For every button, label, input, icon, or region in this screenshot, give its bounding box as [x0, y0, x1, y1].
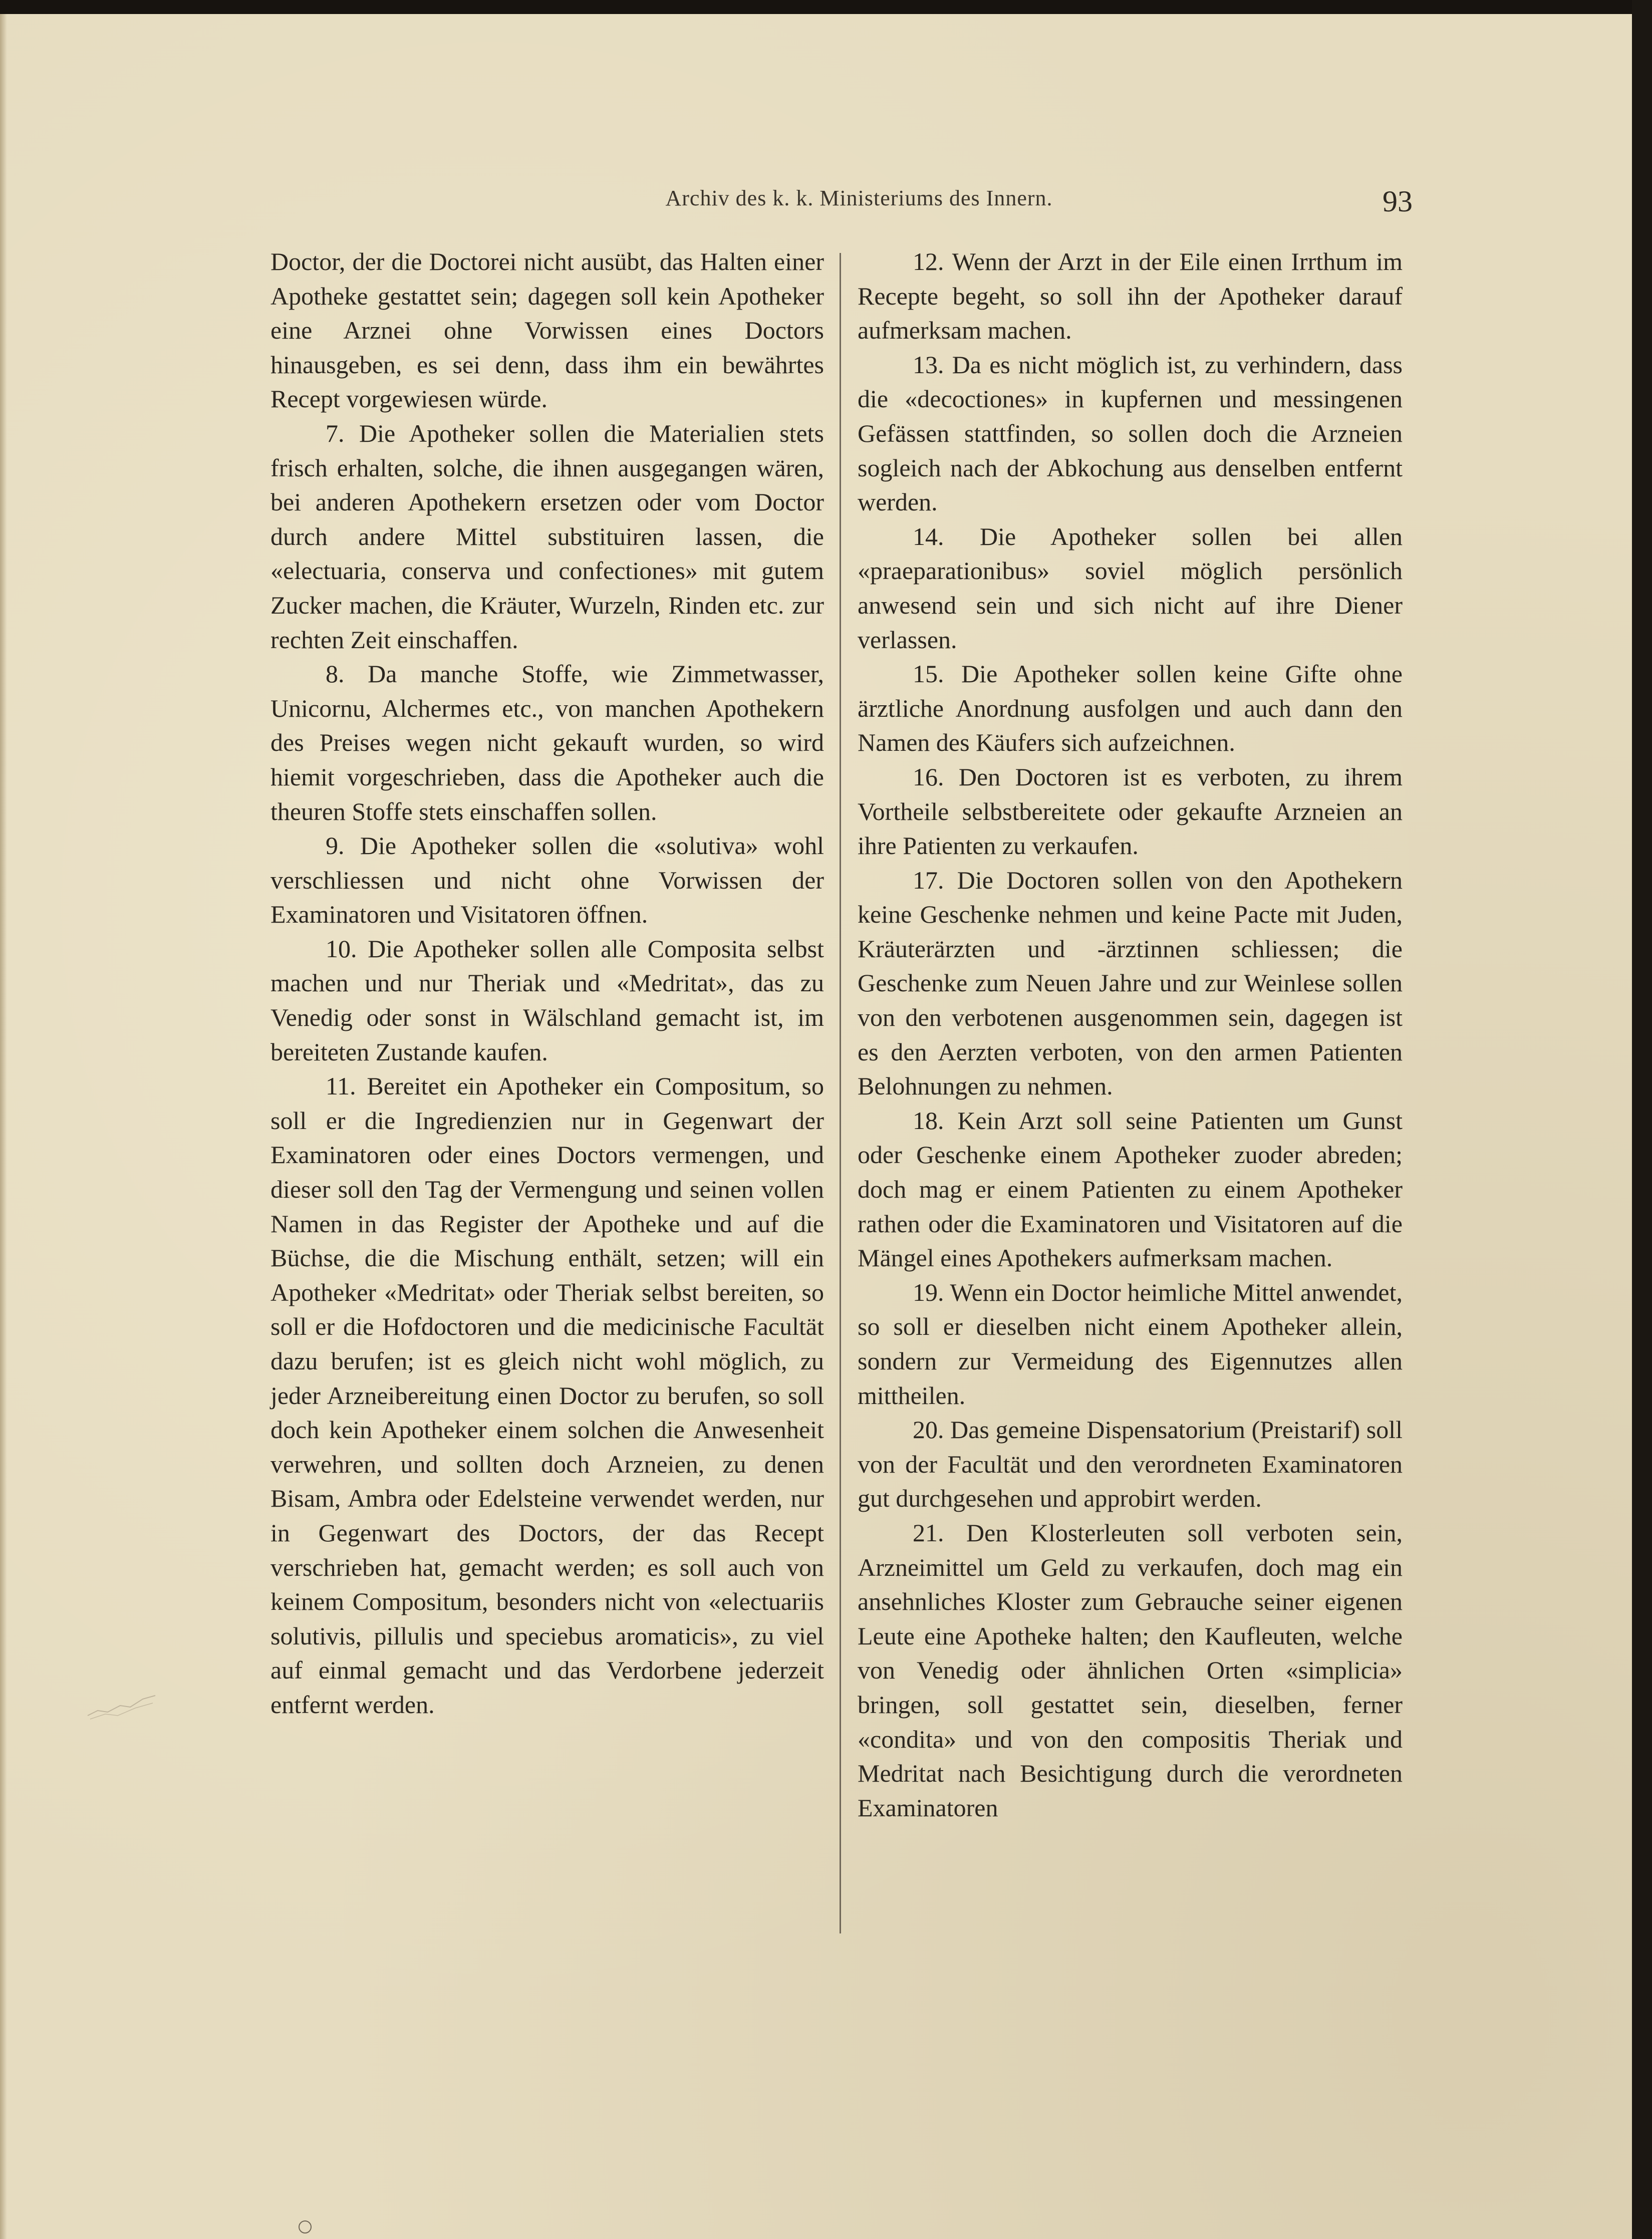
- left-paragraph-continuation: Doctor, der die Doctorei nicht ausübt, das Halten einer Apotheke gestattet sein; dagegen soll kein Apotheker eine Arznei ohne Vorwissen eines Doctors hinausgeben, es sei denn, dass ihm ein bewährtes Recept vorgewiesen würde.: [270, 247, 824, 413]
- left-column: [270, 244, 824, 1722]
- paragraph-16: 16. Den Doctoren ist es verboten, zu ihrem Vortheile selbstbereitete oder gekaufte Arzneien an ihre Patienten zu verkaufen.: [858, 762, 1403, 860]
- paragraph-15: 15. Die Apotheker sollen keine Gifte ohne ärztliche Anordnung ausfolgen und auch dann den Namen des Käufers sich aufzeichnen.: [858, 660, 1403, 757]
- column-divider: [840, 253, 841, 1933]
- paragraph-14: 14. Die Apotheker sollen bei allen «praeparationibus» soviel möglich persönlich anwesend sein und sich nicht auf ihre Diener verlassen.: [858, 522, 1403, 654]
- paragraph-9: 9. Die Apotheker sollen die «solutiva» wohl verschliessen und nicht ohne Vorwissen der Examinatoren und Visitatoren öffnen.: [270, 831, 824, 929]
- page-number: 93: [1383, 185, 1413, 218]
- right-column: [858, 244, 1403, 1825]
- pencil-scribble-mark: [85, 1688, 160, 1723]
- paragraph-7: 7. Die Apotheker sollen die Materialien stets frisch erhalten, solche, die ihnen ausgegangen wären, bei anderen Apothekern ersetzen oder vom Doctor durch andere Mittel substituiren lassen, die «electuaria, conserva und confectiones» mit gutem Zucker machen, die Kräuter, Wurzeln, Rinden etc. zur rechten Zeit einschaffen.: [270, 419, 824, 654]
- paragraph-11: 11. Bereitet ein Apotheker ein Compositum, so soll er die Ingredienzien nur in Gegenwart der Examinatoren oder eines Doctors vermengen, und dieser soll den Tag der Vermengung und seinen vollen Namen in das Register der Apotheke und auf die Büchse, die die Mischung enthält, setzen; will ein Apotheker «Medritat» oder Theriak selbst bereiten, so soll er die Hofdoctoren und die medicinische Facultät dazu berufen; ist es gleich nicht wohl möglich, zu jeder Arzneibereitung einen Doctor zu berufen, so soll doch kein Apotheker einem solchen die Anwesenheit verwehren, und sollten doch Arzneien, zu denen Bisam, Ambra oder Edelsteine verwendet werden, nur in Gegenwart des Doctors, der das Recept verschrieben hat, gemacht werden; es soll auch von keinem Compositum, besonders nicht von «electuariis solutivis, pillulis und speciebus aromaticis», zu viel auf einmal gemacht und das Verdorbene jederzeit entfernt werden.: [270, 1072, 824, 1719]
- paragraph-13: 13. Da es nicht möglich ist, zu verhindern, dass die «decoctiones» in kupfernen und messingenen Gefässen stattfinden, so sollen doch die Arzneien sogleich nach der Abkochung aus denselben entfernt werden.: [858, 350, 1403, 516]
- paragraph-19: 19. Wenn ein Doctor heimliche Mittel anwendet, so soll er dieselben nicht einem Apotheker allein, sondern zur Vermeidung des Eigennutzes allen mittheilen.: [858, 1278, 1403, 1410]
- ring-mark: [299, 2220, 312, 2233]
- running-title: Archiv des k. k. Ministeriums des Innern.: [665, 186, 1053, 210]
- page-gutter-shadow: [0, 14, 7, 2239]
- paragraph-10: 10. Die Apotheker sollen alle Composita selbst machen und nur Theriak und «Medritat», das zu Venedig oder sonst in Wälschland gemacht ist, im bereiteten Zustande kaufen.: [270, 934, 824, 1066]
- paragraph-21: 21. Den Klosterleuten soll verboten sein, Arzneimittel um Geld zu verkaufen, doch mag ein ansehnliches Kloster zum Gebrauche seiner eigenen Leute eine Apotheke halten; den Kaufleuten, welche von Venedig oder ähnlichen Orten «simplicia» bringen, soll gestattet sein, dieselben, ferner «condita» und von den compositis Theriak und Medritat nach Besichtigung durch die verordneten Examinatoren: [858, 1518, 1403, 1822]
- paragraph-18: 18. Kein Arzt soll seine Patienten um Gunst oder Geschenke einem Apotheker zuoder abreden; doch mag er einem Patienten zu einem Apotheker rathen oder die Examinatoren und Visitatoren auf die Mängel eines Apothekers aufmerksam machen.: [858, 1106, 1403, 1272]
- paragraph-17: 17. Die Doctoren sollen von den Apothekern keine Geschenke nehmen und keine Pacte mit Juden, Kräuterärzten und -ärztinnen schliessen; die Geschenke zum Neuen Jahre und zur Weinlese sollen von den verbotenen ausgenommen sein, dagegen ist es den Aerzten verboten, von den armen Patienten Belohnungen zu nehmen.: [858, 866, 1403, 1100]
- paragraph-20: 20. Das gemeine Dispensatorium (Preistarif) soll von der Facultät und den verordneten Examinatoren gut durchgesehen und approbirt werden.: [858, 1416, 1403, 1513]
- paragraph-12: 12. Wenn der Arzt in der Eile einen Irrthum im Recepte begeht, so soll ihn der Apotheker darauf aufmerksam machen.: [858, 247, 1403, 345]
- paragraph-8: 8. Da manche Stoffe, wie Zimmetwasser, Unicornu, Alchermes etc., von manchen Apothekern des Preises wegen nicht gekauft wurden, so wird hiemit vorgeschrieben, dass die Apotheker auch die theuren Stoffe stets einschaffen sollen.: [270, 660, 824, 825]
- scan-right-border: [1632, 0, 1652, 2239]
